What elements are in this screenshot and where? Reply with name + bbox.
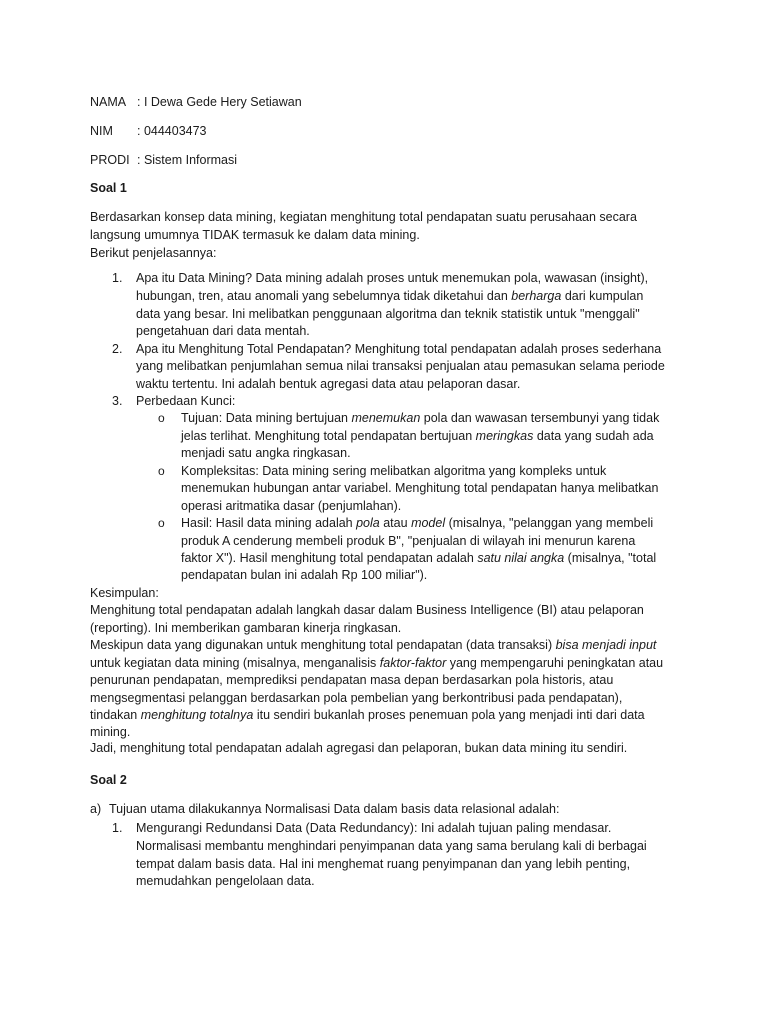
subitem-line: Kompleksitas: Data mining sering melibatkan algoritma yang kompleks untuk bbox=[181, 464, 607, 478]
list-item-line: Perbedaan Kunci: bbox=[136, 394, 236, 408]
text-run: atau bbox=[383, 516, 408, 530]
list-item-line bbox=[136, 287, 643, 305]
soal2-heading: Soal 2 bbox=[90, 773, 127, 787]
bullet-o-icon: o bbox=[158, 516, 165, 530]
list-marker: 3. bbox=[112, 394, 123, 408]
list-item-line: tempat dalam basis data. Hal ini menghemat ruang penyimpanan dan yang lebih penting, bbox=[136, 857, 631, 871]
subitem-line: pendapatan bulan ini adalah Rp 100 miliar"). bbox=[181, 568, 428, 582]
list-item-line: Apa itu Data Mining? Data mining adalah proses untuk menemukan pola, wawasan (insight), bbox=[136, 271, 649, 285]
prodi-value: : Sistem Informasi bbox=[137, 153, 238, 167]
list-item-line: Apa itu Menghitung Total Pendapatan? Menghitung total pendapatan adalah proses sederhana bbox=[136, 342, 662, 356]
list-item-line: pengetahuan dari data mentah. bbox=[136, 324, 310, 338]
subitem-line: menemukan hubungan antar variabel. Menghitung total pendapatan hanya melibatkan bbox=[181, 481, 659, 495]
subitem-line: operasi aritmatika dasar (penjumlahan). bbox=[181, 499, 402, 513]
list-item-line: Normalisasi membantu menghindari penyimpanan data yang sama berulang kali di berbagai bbox=[136, 839, 647, 853]
prodi-row bbox=[90, 151, 237, 169]
emphasis-text: pola bbox=[356, 516, 380, 530]
subitem-line bbox=[181, 514, 653, 532]
nama-row bbox=[90, 93, 302, 111]
text-run: faktor X"). Hasil menghitung total pendapatan adalah bbox=[181, 551, 474, 565]
paragraph-line: Jadi, menghitung total pendapatan adalah agregasi dan pelaporan, bukan data mining itu sendiri. bbox=[90, 741, 628, 755]
paragraph-line: Menghitung total pendapatan adalah langkah dasar dalam Business Intelligence (BI) atau pelaporan bbox=[90, 603, 644, 617]
nim-label: NIM bbox=[90, 124, 113, 138]
list-marker: 1. bbox=[112, 271, 123, 285]
paragraph-line: Tujuan utama dilakukannya Normalisasi Data dalam basis data relasional adalah: bbox=[109, 802, 560, 816]
subitem-line bbox=[181, 427, 654, 445]
prodi-label: PRODI bbox=[90, 153, 130, 167]
subitem-line bbox=[181, 409, 659, 427]
text-run: data yang sudah ada bbox=[536, 429, 654, 443]
emphasis-text: model bbox=[411, 516, 446, 530]
soal1-intro-line: Berdasarkan konsep data mining, kegiatan menghitung total pendapatan suatu perusahaan secara bbox=[90, 210, 637, 224]
text-run: untuk kegiatan data mining (misalnya, menganalisis bbox=[90, 656, 377, 670]
paragraph-line bbox=[90, 636, 656, 654]
list-marker: 2. bbox=[112, 342, 123, 356]
soal1-intro-line: langsung umumnya TIDAK termasuk ke dalam data mining. bbox=[90, 228, 420, 242]
paragraph-line: penurunan pendapatan, memprediksi pendapatan masa depan berdasarkan pola historis, atau bbox=[90, 673, 614, 687]
text-run: (misalnya, "pelanggan yang membeli bbox=[448, 516, 654, 530]
emphasis-text: meringkas bbox=[475, 429, 534, 443]
list-item-line: yang melibatkan penjumlahan semua nilai transaksi penjualan atau pemasukan selama periode bbox=[136, 359, 665, 373]
nama-label: NAMA bbox=[90, 95, 127, 109]
text-run: dari kumpulan bbox=[564, 289, 644, 303]
paragraph-line bbox=[90, 654, 663, 672]
kesimpulan-title: Kesimpulan: bbox=[90, 586, 159, 600]
text-run: itu sendiri bukanlah proses penemuan pola yang menjadi inti dari data bbox=[256, 708, 645, 722]
list-item-line: waktu tertentu. Ini adalah bentuk agregasi data atau pelaporan dasar. bbox=[136, 377, 521, 391]
bullet-o-icon: o bbox=[158, 411, 165, 425]
soal1-intro-line: Berikut penjelasannya: bbox=[90, 246, 217, 260]
bullet-o-icon: o bbox=[158, 464, 165, 478]
paragraph-line: mining. bbox=[90, 725, 131, 739]
paragraph-line bbox=[90, 706, 645, 724]
emphasis-text: menemukan bbox=[351, 411, 421, 425]
nim-value: : 044403473 bbox=[137, 124, 207, 138]
text-run: Meskipun data yang digunakan untuk menghitung total pendapatan (data transaksi) bbox=[90, 638, 553, 652]
text-run: pola dan wawasan tersembunyi yang tidak bbox=[423, 411, 660, 425]
list-item-line: data yang besar. Ini melibatkan penggunaan algoritma dan teknik statistik untuk "menggali" bbox=[136, 307, 640, 321]
text-run: yang mempengaruhi peningkatan atau bbox=[449, 656, 664, 670]
emphasis-text: faktor-faktor bbox=[379, 656, 447, 670]
nim-row bbox=[90, 122, 207, 140]
subitem-line: menjadi satu angka ringkasan. bbox=[181, 446, 351, 460]
text-run: hubungan, tren, atau anomali yang sebelumnya tidak diketahui dan bbox=[136, 289, 508, 303]
emphasis-text: bisa menjadi input bbox=[555, 638, 657, 652]
paragraph-line: mengsegmentasi pelanggan berdasarkan pola pembelian yang berkontribusi pada pendapatan), bbox=[90, 691, 623, 705]
list-item-line: memudahkan pengelolaan data. bbox=[136, 874, 315, 888]
subitem-line: produk A cenderung membeli produk B", "penjualan di wilayah ini menurun karena bbox=[181, 534, 636, 548]
emphasis-text: menghitung totalnya bbox=[140, 708, 254, 722]
text-run: Hasil: Hasil data mining adalah bbox=[181, 516, 353, 530]
paragraph-line: (reporting). Ini memberikan gambaran kinerja ringkasan. bbox=[90, 621, 402, 635]
list-marker: 1. bbox=[112, 821, 123, 835]
text-run: Tujuan: Data mining bertujuan bbox=[181, 411, 348, 425]
soal1-heading: Soal 1 bbox=[90, 181, 127, 195]
text-run: tindakan bbox=[90, 708, 138, 722]
emphasis-text: satu nilai angka bbox=[477, 551, 565, 565]
list-item-line: Mengurangi Redundansi Data (Data Redundancy): Ini adalah tujuan paling mendasar. bbox=[136, 821, 612, 835]
emphasis-text: berharga bbox=[511, 289, 562, 303]
list-marker: a) bbox=[90, 802, 102, 816]
text-run: (misalnya, "total bbox=[567, 551, 657, 565]
subitem-line bbox=[181, 549, 656, 567]
nama-value: : I Dewa Gede Hery Setiawan bbox=[137, 95, 302, 109]
text-run: jelas terlihat. Menghitung total pendapatan bertujuan bbox=[181, 429, 473, 443]
